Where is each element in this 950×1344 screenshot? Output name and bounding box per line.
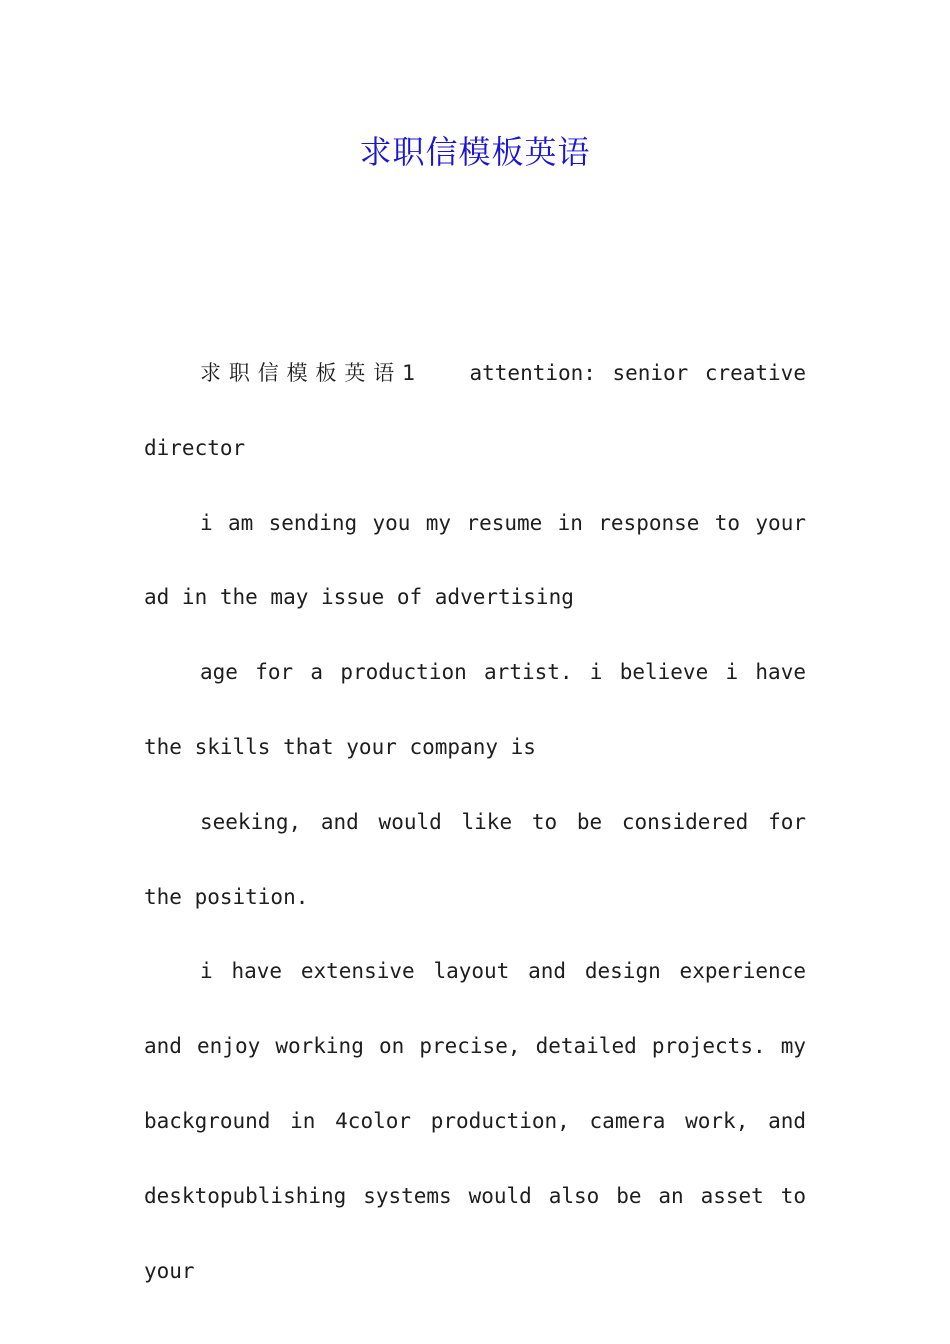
- document-body: [144, 336, 806, 1308]
- section-heading: 求职信模板英语1: [200, 361, 420, 385]
- paragraph: i have extensive layout and design experience and enjoy working on precise, detailed projects. my background in 4color production, camera work, and desktopublishing systems would also be an asset to your: [144, 959, 806, 1283]
- paragraph-attention: [144, 336, 806, 486]
- paragraph-text: attention: senior creative director: [144, 361, 806, 460]
- paragraph: seeking, and would like to be considered for the position.: [144, 809, 806, 909]
- document-title: 求职信模板英语: [359, 133, 591, 171]
- paragraph: i am sending you my resume in response to your ad in the may issue of advertising: [144, 510, 806, 610]
- paragraph: age for a production artist. i believe i have the skills that your company is: [144, 660, 806, 759]
